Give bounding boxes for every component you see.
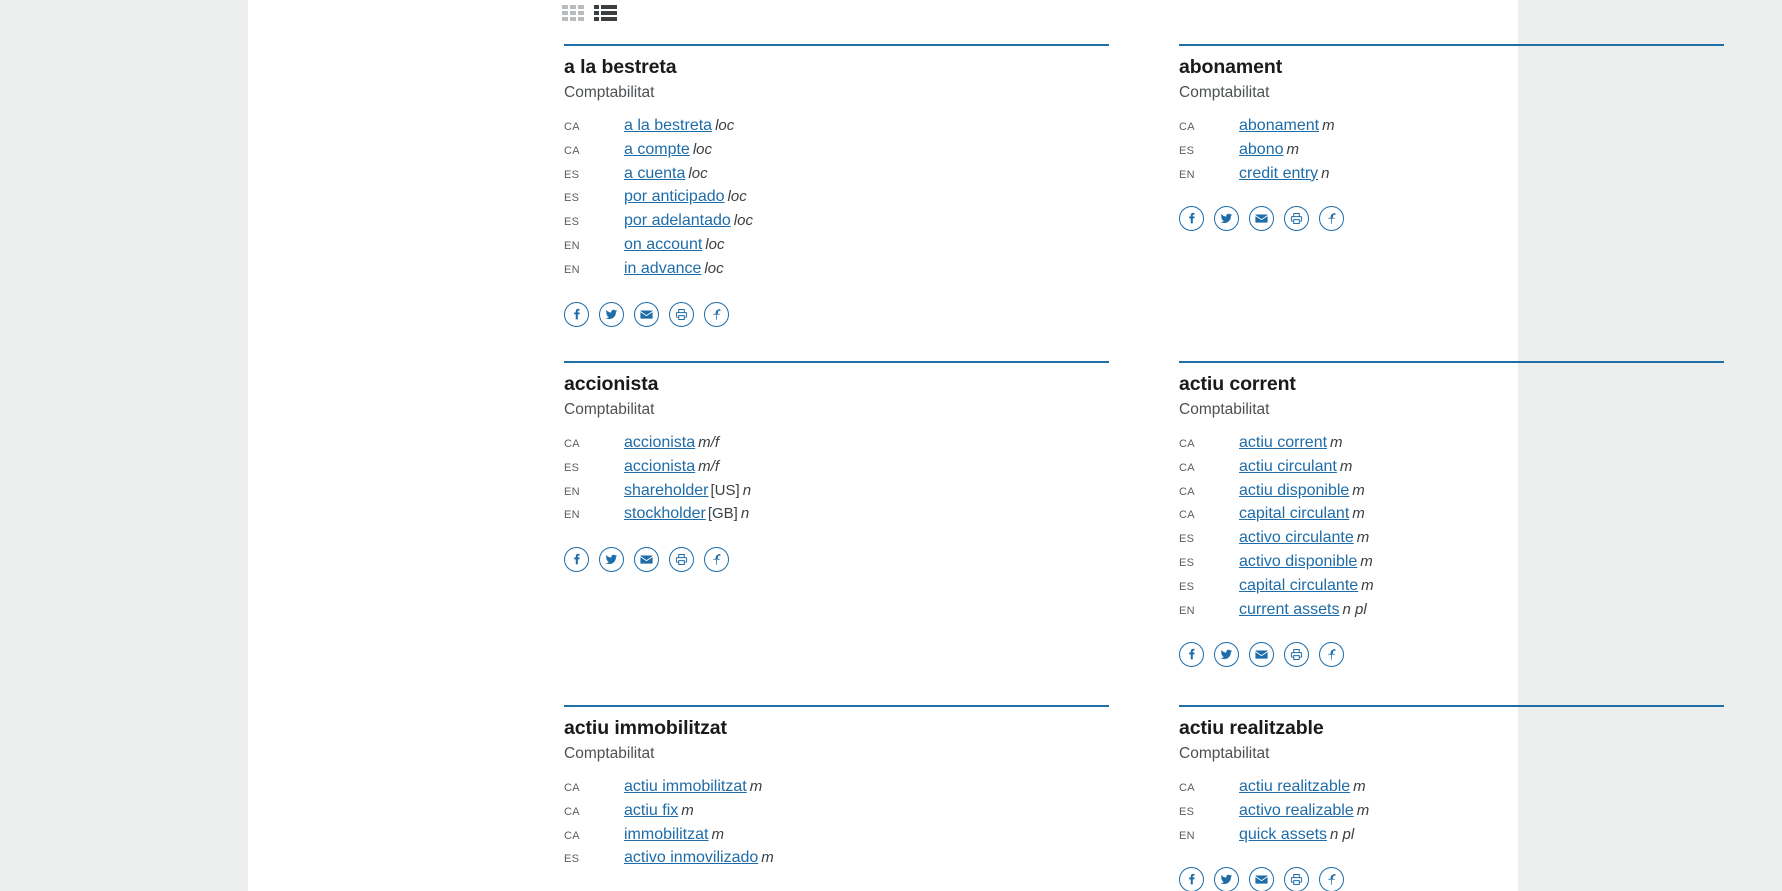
term-language-code: EN (564, 263, 580, 276)
term-row (1179, 482, 1724, 506)
term-row (1179, 117, 1724, 141)
term-language-code: EN (564, 485, 580, 498)
entry-divider (1179, 705, 1724, 707)
facebook-share-button[interactable] (1179, 206, 1204, 231)
term-row (564, 778, 1109, 802)
term-link[interactable]: immobilitzat (624, 825, 709, 843)
pin-button[interactable] (1319, 867, 1344, 891)
term-row (564, 505, 1109, 529)
term-cell (1239, 434, 1343, 452)
term-language-code: CA (1179, 782, 1195, 794)
entry-divider (1179, 361, 1724, 363)
term-grammar-label: loc (692, 140, 712, 158)
term-cell (624, 778, 762, 796)
term-link[interactable]: current assets (1239, 600, 1340, 618)
pin-button[interactable] (1319, 206, 1344, 231)
term-link[interactable]: actiu realitzable (1239, 778, 1351, 795)
term-cell (624, 458, 719, 476)
entry-subject-area: Comptabilitat (1179, 401, 1270, 418)
term-link[interactable]: on account (624, 235, 703, 253)
dictionary-entry (564, 44, 1109, 327)
term-cell (1239, 577, 1374, 595)
term-grammar-label: loc (727, 188, 747, 206)
content-sheet (248, 0, 1518, 891)
term-row (564, 188, 1109, 212)
email-share-button[interactable] (634, 302, 659, 327)
term-link[interactable]: stockholder (624, 505, 706, 523)
term-cell (1239, 165, 1329, 183)
term-link[interactable]: accionista (624, 434, 696, 451)
term-link[interactable]: capital circulant (1239, 505, 1350, 523)
term-grammar-label: m (1353, 778, 1366, 795)
entry-title: accionista (564, 373, 659, 395)
term-variant-label: [GB] (707, 505, 738, 523)
term-grammar-label: m (1361, 576, 1374, 594)
term-list (564, 778, 1109, 873)
term-variant-label: [US] (710, 481, 740, 499)
term-cell (1239, 117, 1335, 135)
entry-subject-area: Comptabilitat (1179, 84, 1270, 101)
term-language-code: EN (564, 509, 580, 522)
term-language-code: EN (1179, 604, 1195, 617)
entry-title: abonament (1179, 56, 1283, 78)
term-cell (624, 188, 747, 206)
term-link[interactable]: actiu circulant (1239, 457, 1337, 475)
term-grammar-label: loc (688, 164, 708, 182)
term-link[interactable]: abono (1239, 140, 1284, 158)
term-grammar-label: m (711, 825, 724, 843)
term-grammar-label: m (749, 778, 763, 795)
term-cell (624, 802, 694, 820)
dictionary-entry (564, 705, 1109, 891)
term-language-code: ES (564, 168, 580, 181)
share-row (564, 547, 1109, 572)
dictionary-entry (1179, 44, 1724, 231)
term-row (564, 434, 1109, 458)
entry-subject-area: Comptabilitat (564, 401, 655, 418)
term-link[interactable]: activo realizable (1239, 801, 1354, 819)
term-row (564, 802, 1109, 826)
term-row (564, 141, 1109, 165)
term-cell (624, 260, 724, 278)
term-cell (624, 826, 724, 844)
twitter-share-button[interactable] (1214, 642, 1239, 667)
term-grammar-label: m (1360, 552, 1373, 570)
term-language-code: CA (1179, 438, 1195, 450)
term-grammar-label: m/f (698, 434, 719, 451)
term-language-code: EN (1179, 168, 1195, 181)
term-row (1179, 553, 1724, 577)
term-link[interactable]: actiu corrent (1239, 434, 1328, 451)
facebook-share-button[interactable] (564, 547, 589, 572)
term-language-code: EN (564, 239, 580, 252)
term-row (564, 212, 1109, 236)
term-cell (1239, 826, 1354, 844)
term-link[interactable]: activo circulante (1239, 529, 1354, 547)
email-share-button[interactable] (1249, 206, 1274, 231)
entry-subject-area: Comptabilitat (1179, 745, 1270, 762)
term-link[interactable]: shareholder (624, 481, 709, 499)
term-language-code: CA (564, 121, 580, 133)
pin-button[interactable] (1319, 642, 1344, 667)
term-row (1179, 505, 1724, 529)
twitter-share-button[interactable] (1214, 206, 1239, 231)
term-cell (624, 505, 749, 523)
term-grammar-label: loc (733, 212, 753, 230)
entry-divider (564, 361, 1109, 363)
term-cell (1239, 482, 1365, 500)
term-language-code: CA (1179, 121, 1195, 133)
print-button[interactable] (1284, 206, 1309, 231)
term-grammar-label: loc (715, 117, 735, 134)
term-cell (624, 482, 751, 500)
entry-title: actiu corrent (1179, 373, 1296, 395)
term-cell (624, 434, 719, 452)
term-cell (1239, 505, 1365, 523)
share-row (1179, 206, 1724, 231)
term-link[interactable]: capital circulante (1239, 576, 1359, 594)
term-language-code: ES (1179, 533, 1195, 546)
term-cell (624, 165, 708, 183)
term-link[interactable]: in advance (624, 259, 702, 277)
term-link[interactable]: por anticipado (624, 188, 725, 206)
term-row (1179, 826, 1724, 850)
share-row (1179, 867, 1724, 891)
entry-divider (564, 705, 1109, 707)
term-grammar-label: m/f (698, 457, 719, 475)
term-grammar-label: n (740, 505, 750, 523)
term-language-code: CA (564, 144, 580, 157)
facebook-share-button[interactable] (1179, 867, 1204, 891)
term-grammar-label: loc (705, 235, 725, 253)
term-row (564, 165, 1109, 189)
term-cell (624, 117, 734, 135)
entry-divider (1179, 44, 1724, 46)
term-language-code: CA (1179, 461, 1195, 474)
term-link[interactable]: actiu fix (624, 801, 679, 819)
term-list (564, 434, 1109, 529)
email-share-button[interactable] (634, 547, 659, 572)
print-button[interactable] (669, 302, 694, 327)
term-cell (1239, 458, 1352, 476)
term-row (564, 849, 1109, 873)
term-language-code: ES (564, 853, 580, 866)
dictionary-entry (1179, 361, 1724, 667)
term-row (1179, 434, 1724, 458)
entry-subject-area: Comptabilitat (564, 745, 655, 762)
term-row (564, 482, 1109, 506)
term-cell (1239, 141, 1299, 159)
term-list (1179, 778, 1724, 849)
term-grammar-label: m (1352, 505, 1365, 523)
term-cell (1239, 601, 1367, 619)
term-link[interactable]: actiu disponible (1239, 481, 1350, 499)
term-row (564, 236, 1109, 260)
entries-container (248, 0, 1518, 891)
term-language-code: ES (1179, 580, 1195, 593)
term-cell (624, 212, 753, 230)
twitter-share-button[interactable] (599, 302, 624, 327)
term-grammar-label: n pl (1330, 825, 1355, 843)
term-grammar-label: m (1286, 140, 1299, 158)
term-link[interactable]: por adelantado (624, 212, 731, 230)
term-grammar-label: m (1356, 529, 1370, 547)
term-link[interactable]: accionista (624, 457, 696, 475)
term-row (1179, 577, 1724, 601)
term-language-code: ES (564, 192, 580, 205)
term-list (1179, 117, 1724, 188)
term-list (564, 117, 1109, 284)
entry-subject-area: Comptabilitat (564, 84, 655, 101)
term-cell (624, 849, 774, 867)
term-language-code: CA (1179, 509, 1195, 522)
term-grammar-label: m (1322, 117, 1335, 134)
term-row (564, 260, 1109, 284)
term-grammar-label: m (681, 801, 694, 819)
term-language-code: ES (1179, 805, 1195, 818)
term-grammar-label: n pl (1342, 600, 1367, 618)
term-language-code: CA (1179, 485, 1195, 498)
term-link[interactable]: actiu immobilitzat (624, 778, 747, 795)
term-row (564, 117, 1109, 141)
term-grammar-label: n (742, 481, 752, 499)
term-cell (1239, 802, 1369, 820)
term-link[interactable]: activo inmovilizado (624, 849, 759, 867)
term-link[interactable]: a compte (624, 140, 690, 158)
term-cell (1239, 778, 1366, 796)
term-cell (624, 236, 724, 254)
term-link[interactable]: a cuenta (624, 164, 686, 182)
term-cell (1239, 529, 1369, 547)
email-share-button[interactable] (1249, 867, 1274, 891)
facebook-share-button[interactable] (1179, 642, 1204, 667)
share-row (1179, 642, 1724, 667)
term-language-code: CA (564, 782, 580, 794)
term-link[interactable]: quick assets (1239, 825, 1328, 843)
term-link[interactable]: a la bestreta (624, 117, 713, 134)
term-grammar-label: m (1330, 434, 1343, 451)
term-grammar-label: m (1352, 481, 1365, 499)
term-link[interactable]: credit entry (1239, 164, 1319, 182)
term-grammar-label: m (1356, 801, 1370, 819)
term-row (564, 458, 1109, 482)
share-row (564, 302, 1109, 327)
term-row (1179, 778, 1724, 802)
term-link[interactable]: activo disponible (1239, 552, 1358, 570)
term-row (564, 826, 1109, 850)
term-list (1179, 434, 1724, 624)
term-row (1179, 529, 1724, 553)
term-row (1179, 601, 1724, 625)
term-cell (624, 141, 712, 159)
term-grammar-label: n (1321, 164, 1330, 182)
term-cell (1239, 553, 1373, 571)
term-language-code: ES (1179, 556, 1195, 569)
term-row (1179, 802, 1724, 826)
facebook-share-button[interactable] (564, 302, 589, 327)
print-button[interactable] (1284, 642, 1309, 667)
term-row (1179, 165, 1724, 189)
pin-button[interactable] (704, 547, 729, 572)
twitter-share-button[interactable] (599, 547, 624, 572)
term-row (1179, 458, 1724, 482)
term-language-code: CA (564, 438, 580, 450)
term-language-code: CA (564, 805, 580, 818)
entry-title: actiu realitzable (1179, 717, 1324, 739)
entry-divider (564, 44, 1109, 46)
term-language-code: EN (1179, 829, 1195, 842)
term-language-code: CA (564, 829, 580, 842)
twitter-share-button[interactable] (1214, 867, 1239, 891)
print-button[interactable] (669, 547, 694, 572)
dictionary-entry (564, 361, 1109, 572)
term-grammar-label: loc (704, 259, 724, 277)
term-language-code: ES (564, 216, 580, 229)
term-language-code: ES (564, 461, 580, 474)
entry-title: a la bestreta (564, 56, 677, 78)
email-share-button[interactable] (1249, 642, 1274, 667)
term-grammar-label: m (761, 849, 774, 867)
print-button[interactable] (1284, 867, 1309, 891)
entry-title: actiu immobilitzat (564, 717, 727, 739)
term-row (1179, 141, 1724, 165)
pin-button[interactable] (704, 302, 729, 327)
term-link[interactable]: abonament (1239, 117, 1320, 134)
term-grammar-label: m (1339, 457, 1353, 475)
term-language-code: ES (1179, 144, 1195, 157)
dictionary-entry (1179, 705, 1724, 891)
